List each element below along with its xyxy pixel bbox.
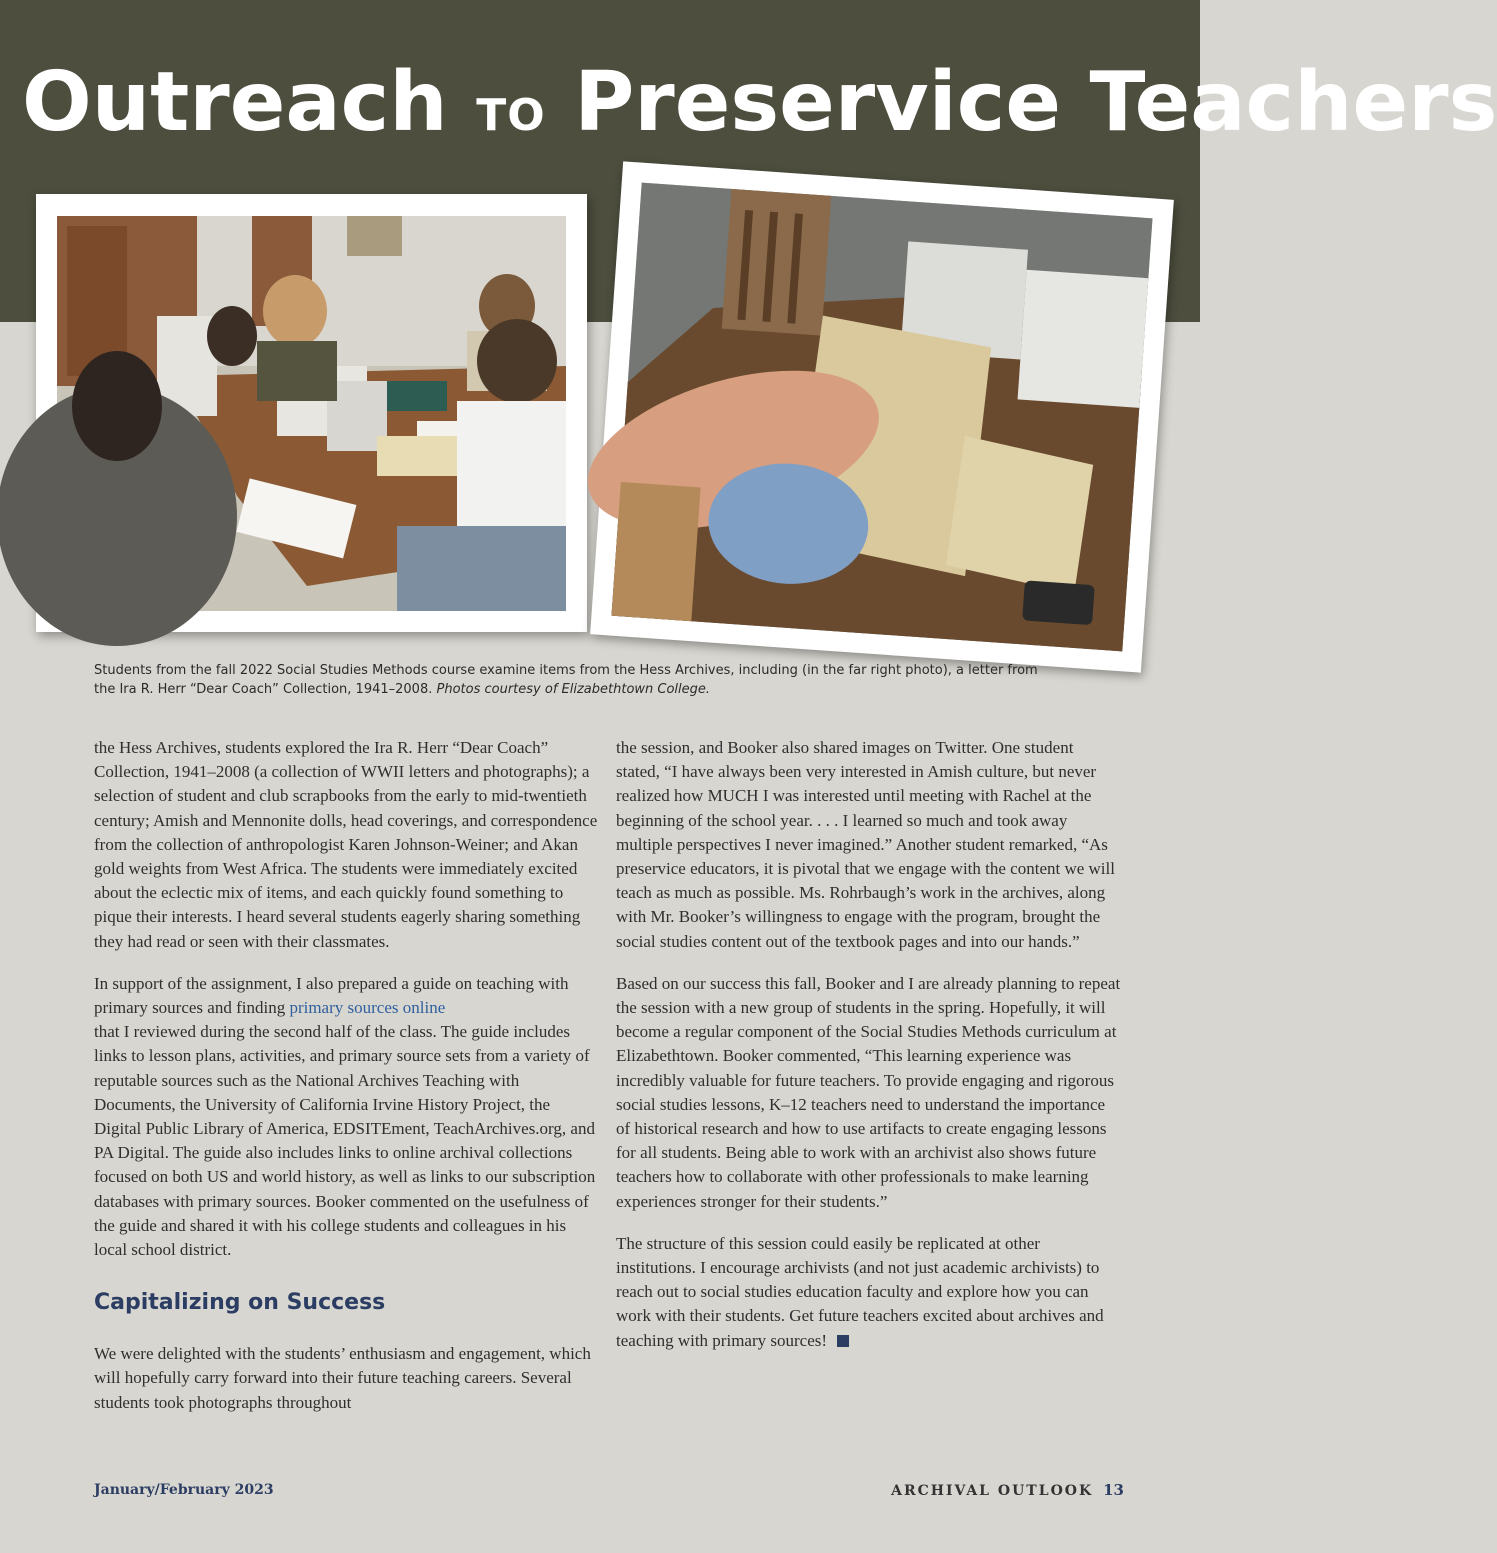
right-column (616, 736, 1121, 1371)
section-heading: Capitalizing on Success (94, 1290, 386, 1316)
page-title (22, 48, 1497, 171)
end-mark-icon (837, 1335, 849, 1347)
left-paragraph-2 (94, 972, 599, 1262)
letter-photo-icon (611, 183, 1152, 652)
left-p2-after: that I reviewed during the second half of the class. The guide includes links to lesson plans, activities, and primary source sets from a variety of reputable sources such as the National Archives Teaching with Documents, the University of California Irvine History Project, the Digital Public Library of America, EDSITEment, TeachArchives.org, and PA Digital. The guide also includes links to online archival collections focused on both US and world history, as well as links to our subscription databases with primary sources. Booker commented on the usefulness of the guide and shared it with his college students and colleagues in his local school district. (94, 1022, 596, 1260)
letter-photo-frame (590, 161, 1174, 672)
classroom-photo-icon (57, 216, 566, 611)
caption-credit: Photos courtesy of Elizabethtown College. (436, 682, 711, 697)
title-part2: Preservice Teachers (574, 55, 1497, 150)
left-column (94, 736, 599, 1433)
letter-photo (611, 183, 1152, 652)
issue-date: January/February 2023 (94, 1482, 274, 1498)
right-paragraph-1: the session, and Booker also shared images on Twitter. One student stated, “I have always been very interested in Amish culture, but never realized how MUCH I was interested until meeting with Rachel at the beginning of the school year. . . . I learned so much and took away multiple perspectives I never imagined.” Another student remarked, “As preservice educators, it is pivotal that we engage with the content we will teach as much as possible. Ms. Rohrbaugh’s work in the archives, along with Mr. Booker’s willingness to engage with the program, brought the social studies content out of the textbook pages and into our hands.” (616, 738, 1115, 951)
left-p2-before: In support of the assignment, I also prepared a guide on teaching with primary sources and finding (94, 973, 569, 1018)
photo-caption (94, 661, 1054, 699)
title-to: TO (476, 90, 546, 141)
page-number: 13 (1103, 1481, 1124, 1499)
running-footer (891, 1481, 1124, 1499)
classroom-photo-frame (36, 194, 587, 632)
title-part1: Outreach (22, 55, 448, 150)
caption-text: Students from the fall 2022 Social Studies Methods course examine items from the Hess Archives, including (in the far right photo), a letter from the Ira R. Herr “Dear Coach” Collection, 1941–2008. (94, 663, 1038, 697)
right-p3-text: The structure of this session could easily be replicated at other institutions. I encourage archivists (and not just academic archivists) to reach out to social studies education faculty and explore how you can work with their students. Get future teachers excited about archives and teaching with primary sources! (616, 1233, 1104, 1350)
right-paragraph-2: Based on our success this fall, Booker and I are already planning to repeat the session with a new group of students in the spring. Hopefully, it will become a regular component of the Social Studies Methods curriculum at Elizabethtown. Booker commented, “This learning experience was incredibly valuable for future teachers. To provide engaging and rigorous social studies lessons, K–12 teachers need to understand the importance of historical research and how to use artifacts to create engaging lessons for all students. Being able to work with an archivist also shows future teachers how to collaborate with other professionals to make learning experiences stronger for their students.” (616, 973, 1121, 1211)
left-paragraph-1: the Hess Archives, students explored the Ira R. Herr “Dear Coach” Collection, 1941–2008 (a collection of WWII letters and photographs); a selection of student and club scrapbooks from the early to mid-twentieth century; Amish and Mennonite dolls, head coverings, and correspondence from the collection of anthropologist Karen Johnson-Weiner; and Akan gold weights from West Africa. The students were immediately excited about the eclectic mix of items, and each quickly found something to pique their interests. I heard several students eagerly sharing something they had read or seen with their classmates. (94, 738, 598, 951)
right-paragraph-3 (616, 1232, 1121, 1353)
classroom-photo (57, 216, 566, 611)
left-paragraph-3: We were delighted with the students’ enthusiasm and engagement, which will hopefully carry forward into their future teaching careers. Several students took photographs throughout (94, 1344, 591, 1412)
publication-name: ARCHIVAL OUTLOOK (891, 1483, 1094, 1499)
primary-sources-online-link[interactable]: primary sources online (289, 998, 446, 1018)
